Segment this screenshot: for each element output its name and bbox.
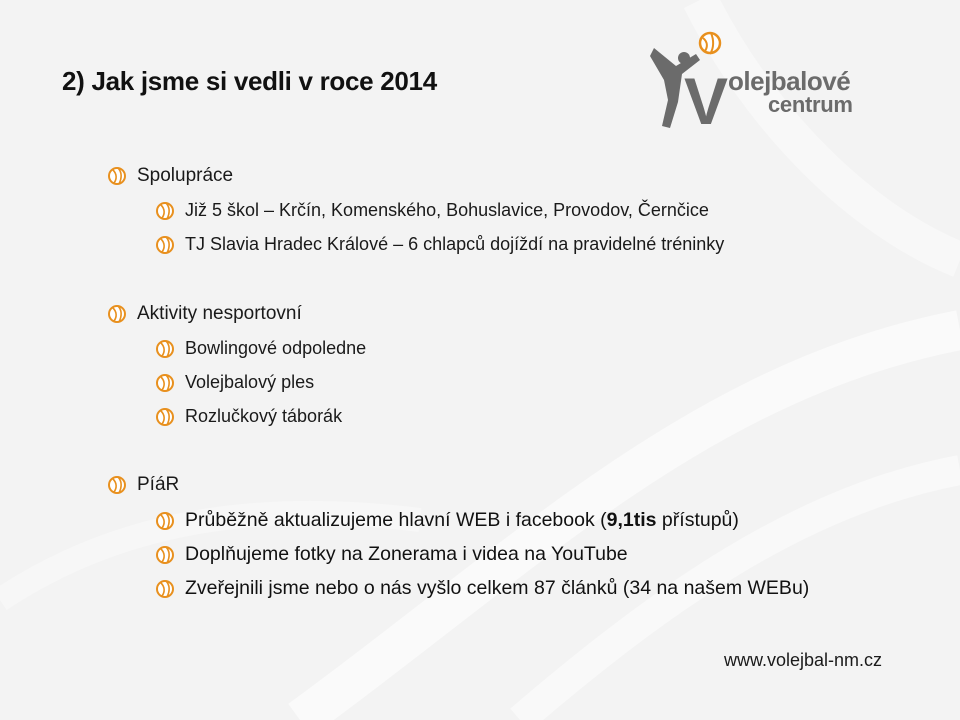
list-item [155,200,709,221]
section-heading-aktivity [107,303,302,325]
list-item-text: Bowlingové odpoledne [185,338,367,358]
volleyball-icon [155,373,175,393]
list-item [155,372,314,393]
list-item-text: Volejbalový ples [185,372,315,392]
volleyball-icon [155,339,175,359]
volleyball-icon [107,304,127,324]
volleyball-icon [155,579,175,599]
section-label: Spolupráce [137,165,234,186]
list-item [155,406,342,427]
volejbalove-centrum-logo [648,30,888,138]
section-heading-spoluprace [107,165,233,187]
text-segment: přístupů) [656,509,739,531]
list-item-text [185,509,739,532]
logo-word-olejbalove: olejbalové [728,66,851,96]
volleyball-icon [155,201,175,221]
volleyball-icon [155,545,175,565]
volleyball-icon [107,475,127,495]
volleyball-icon [107,166,127,186]
slide-title: 2) Jak jsme si vedli v roce 2014 [62,66,437,96]
list-item [155,577,809,600]
volleyball-icon [155,407,175,427]
volleyball-icon [155,511,175,531]
access-count: 9,1tis [606,509,657,531]
section-label: PíáR [137,474,180,495]
list-item [155,234,724,255]
logo-letter-v: V [684,64,729,138]
footer-website-link[interactable]: www.volejbal-nm.cz [724,650,883,670]
section-label: Aktivity nesportovní [137,303,302,324]
text-segment: Průběžně aktualizujeme hlavní WEB i facebook ( [185,509,607,531]
list-item [155,543,628,566]
list-item-text: Doplňujeme fotky na Zonerama i videa na YouTube [185,543,628,565]
list-item-text: Již 5 škol – Krčín, Komenského, Bohuslavice, Provodov, Černčice [185,200,709,220]
logo-word-centrum: centrum [768,92,853,117]
list-item [155,509,739,532]
section-heading-piar [107,474,179,496]
list-item [155,338,366,359]
list-item-text: Zveřejnili jsme nebo o nás vyšlo celkem 87 článků (34 na našem WEBu) [185,577,810,599]
list-item-text: TJ Slavia Hradec Králové – 6 chlapců dojíždí na pravidelné tréninky [185,234,725,254]
list-item-text: Rozlučkový táborák [185,406,343,426]
volleyball-icon [155,235,175,255]
